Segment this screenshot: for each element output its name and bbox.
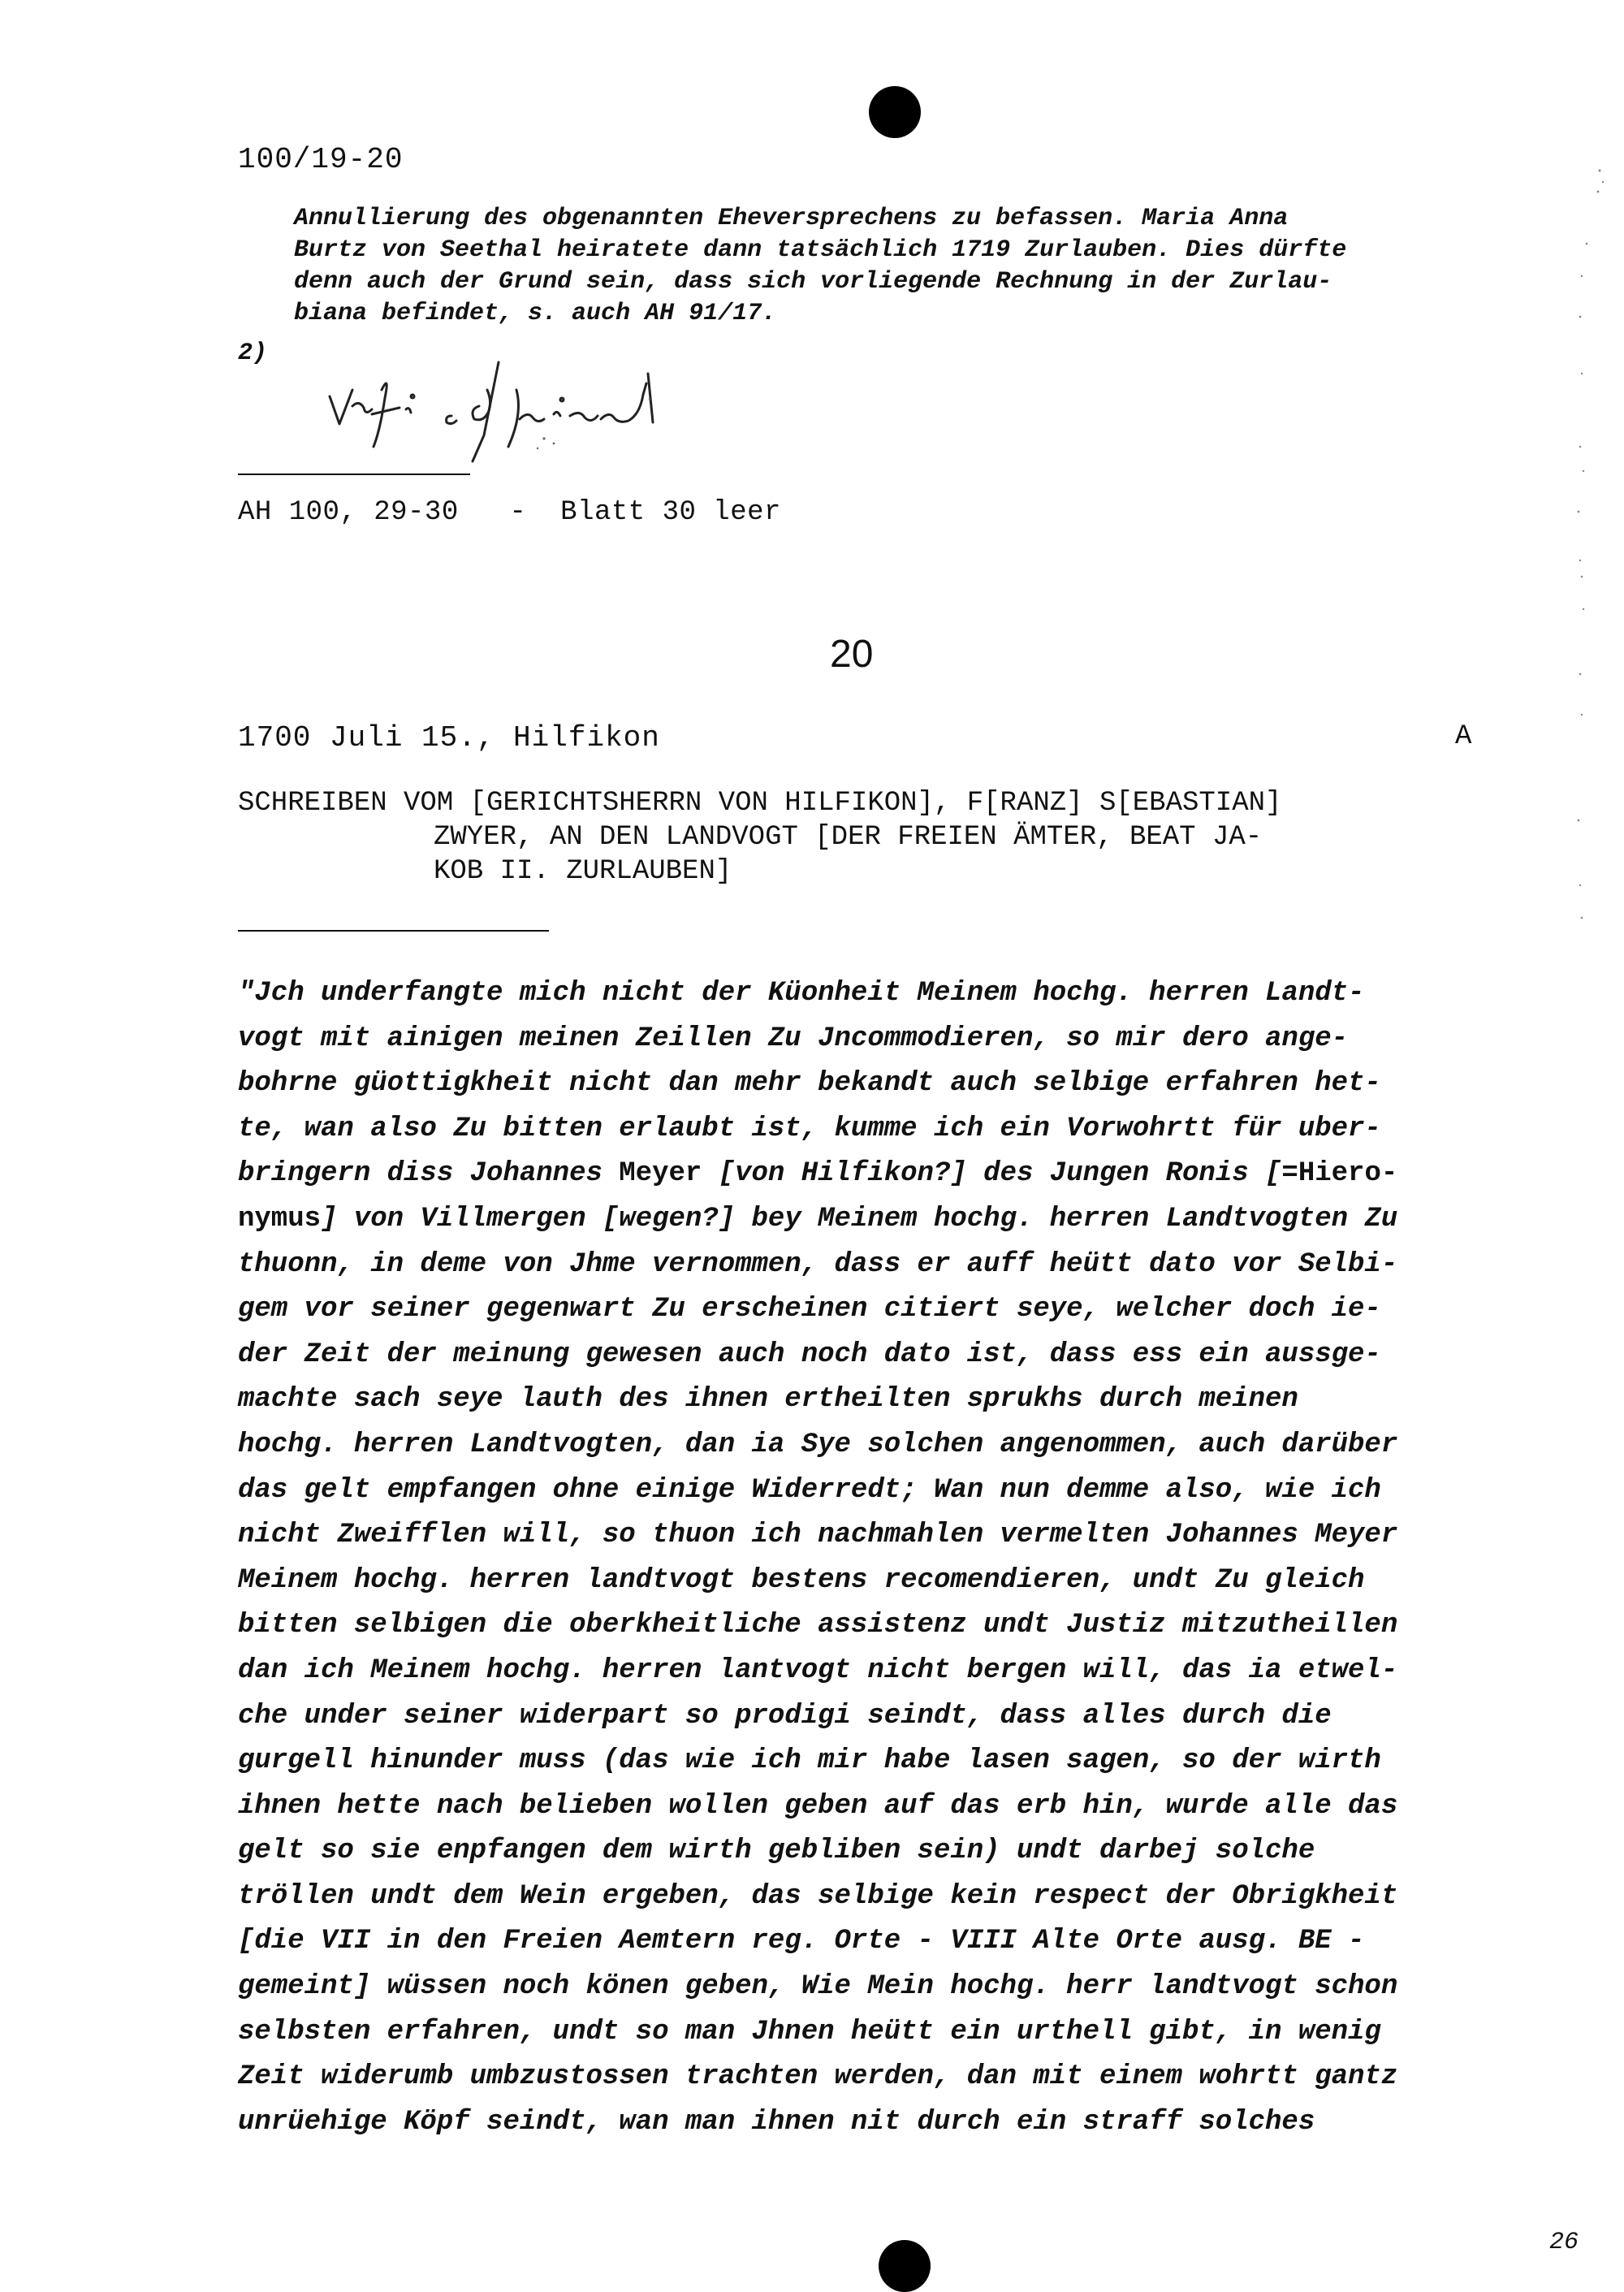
footnote-line: denn auch der Grund sein, dass sich vorliegende Rechnung in der Zurlau- — [294, 268, 1332, 296]
heading-divider — [238, 930, 549, 932]
body-line: te, wan also Zu bitten erlaubt ist, kumme ich ein Vorwohrtt für uber- — [238, 1113, 1381, 1144]
body-line: machte sach seye lauth des ihnen ertheilten sprukhs durch meinen — [238, 1384, 1298, 1416]
page-number: 26 — [1549, 2229, 1579, 2256]
body-line: bohrne güottigkheit nicht dan mehr bekandt auch selbige erfahren het- — [238, 1068, 1381, 1100]
body-line — [238, 1152, 1397, 1197]
body-segment: [von Hilfikon?] des Jungen Ronis [= — [718, 1158, 1298, 1190]
document-version-marker: A — [1455, 721, 1472, 752]
body-line: gurgell hinunder muss (das wie ich mir habe lasen sagen, so der wirth — [238, 1745, 1381, 1777]
heading-line: SCHREIBEN VOM [GERICHTSHERRN VON HILFIKON], F[RANZ] S[EBASTIAN] — [238, 788, 1282, 819]
emphasized-name: nymus — [238, 1203, 322, 1235]
body-line: thuonn, in deme von Jhme vernommen, dass er auff heütt dato vor Selbi- — [238, 1248, 1398, 1280]
heading-line: KOB II. ZURLAUBEN] — [434, 856, 732, 887]
body-line: Zeit widerumb umbzustossen trachten werden, dan mit einem wohrtt gantz — [238, 2061, 1398, 2093]
footnote-line: biana befindet, s. auch AH 91/17. — [294, 300, 777, 327]
body-line: [die VII in den Freien Aemtern reg. Orte - VIII Alte Orte ausg. BE - — [238, 1926, 1365, 1957]
punch-hole-bottom — [879, 2240, 931, 2292]
body-line: dan ich Meinem hochg. herren lantvogt nicht bergen will, das ia etwel- — [238, 1654, 1398, 1686]
footnote-marker: 2) — [238, 339, 268, 367]
body-line: ihnen hette nach belieben wollen geben auf das erb hin, wurde alle das — [238, 1790, 1398, 1822]
heading-line: ZWYER, AN DEN LANDVOGT [DER FREIEN ÄMTER, BEAT JA- — [434, 822, 1263, 853]
body-line: "Jch underfangte mich nicht der Küonheit Meinem hochg. herren Landt- — [238, 978, 1365, 1009]
body-line: che under seiner widerpart so prodigi seindt, dass alles durch die — [238, 1700, 1332, 1732]
transcription-body — [238, 971, 1397, 2145]
body-line: bitten selbigen die oberkheitliche assistenz undt Justiz mitzutheillen — [238, 1610, 1398, 1641]
body-line: der Zeit der meinung gewesen auch noch dato ist, dass ess ein aussge- — [238, 1338, 1381, 1370]
footnote-line: Annullierung des obgenannten Eheversprechens zu befassen. Maria Anna — [294, 205, 1289, 232]
body-line: das gelt empfangen ohne einige Widerredt; Wan nun demme also, wie ich — [238, 1474, 1381, 1506]
section-divider — [238, 474, 470, 475]
document-number: 20 — [830, 633, 874, 676]
body-line: Meinem hochg. herren landtvogt bestens recomendieren, undt Zu gleich — [238, 1564, 1365, 1596]
footnote-text — [294, 203, 1479, 330]
scan-margin-specks — [1567, 154, 1616, 934]
document-heading — [238, 786, 1281, 889]
footnote-line: Burtz von Seethal heiratete dann tatsächlich 1719 Zurlauben. Dies dürfte — [294, 236, 1347, 264]
emphasized-name: Hiero- — [1298, 1158, 1398, 1190]
page-reference: 100/19-20 — [238, 143, 404, 176]
archive-reference: AH 100, 29-30 - Blatt 30 leer — [238, 497, 781, 528]
handwritten-signature — [325, 357, 706, 471]
body-line: vogt mit ainigen meinen Zeillen Zu Jncommodieren, so mir dero ange- — [238, 1023, 1349, 1054]
punch-hole-top — [869, 86, 921, 138]
body-line: selbsten erfahren, undt so man Jhnen heütt ein urthell gibt, in wenig — [238, 2016, 1381, 2048]
body-line: tröllen undt dem Wein ergeben, das selbige kein respect der Obrigkheit — [238, 1880, 1398, 1912]
emphasized-name: Meyer — [619, 1158, 702, 1190]
body-line: nicht Zweifflen will, so thuon ich nachmahlen vermelten Johannes Meyer — [238, 1520, 1398, 1551]
body-segment: bringern diss Johannes — [238, 1158, 603, 1190]
body-line: hochg. herren Landtvogten, dan ia Sye solchen angenommen, auch darüber — [238, 1429, 1398, 1460]
document-date-place: 1700 Juli 15., Hilfikon — [238, 721, 660, 755]
body-line: gemeint] wüssen noch könen geben, Wie Mein hochg. herr landtvogt schon — [238, 1971, 1398, 2003]
body-segment: ] von Villmergen [wegen?] bey Meinem hochg. herren Landtvogten Zu — [321, 1203, 1398, 1235]
body-line: gelt so sie enpfangen dem wirth gebliben sein) undt darbej solche — [238, 1836, 1315, 1867]
body-line — [238, 1197, 1397, 1243]
body-line: gem vor seiner gegenwart Zu erscheinen citiert seye, welcher doch ie- — [238, 1294, 1381, 1325]
body-line: unrüehige Köpf seindt, wan man ihnen nit durch ein straff solches — [238, 2106, 1315, 2138]
